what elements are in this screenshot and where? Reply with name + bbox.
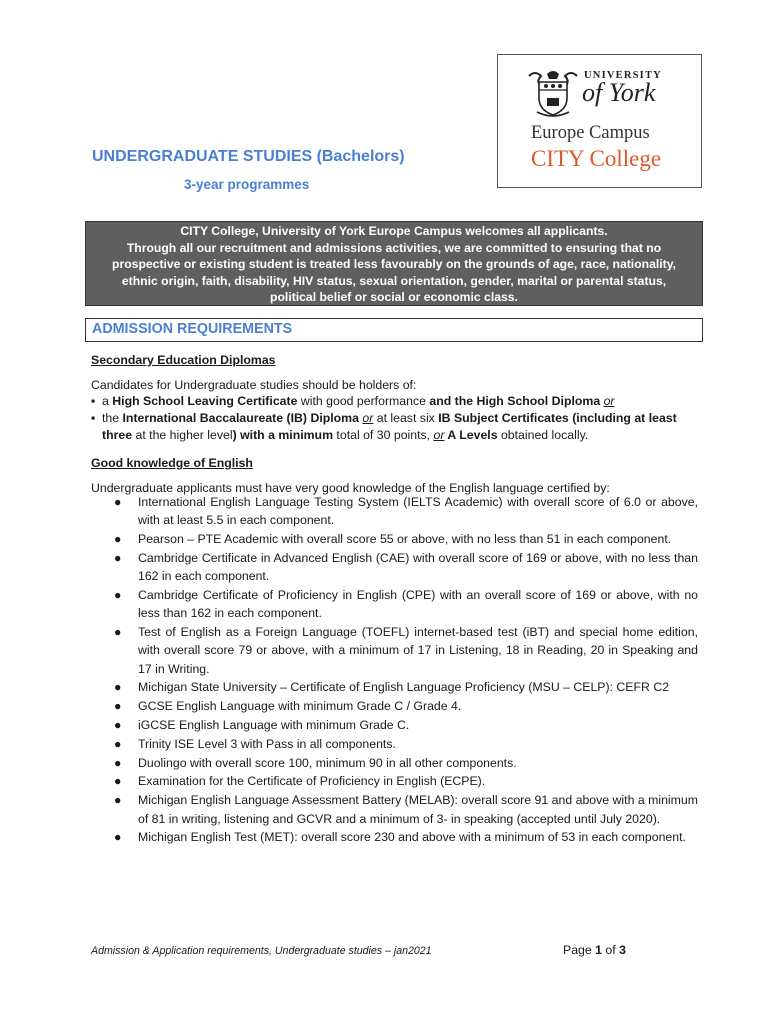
- bullet-icon: ●: [114, 699, 122, 714]
- bullet-icon: ●: [114, 793, 122, 808]
- bullet-icon: ●: [114, 718, 122, 733]
- bullet-icon: ●: [114, 495, 122, 509]
- admission-requirements-header: [85, 318, 703, 342]
- notice-line: prospective or existing student is treated less favourably on the grounds of age, race, nationality,: [112, 257, 676, 272]
- bullet-icon: ●: [114, 587, 122, 602]
- list-item: ● Cambridge Certificate in Advanced English (CAE) with overall score of 169 or above, with no less than 162 in each component.: [114, 550, 698, 584]
- list-item: ● Pearson – PTE Academic with overall score 55 or above, with no less than 51 in each component.: [91, 530, 698, 548]
- logo-europe-campus-text: Europe Campus: [531, 123, 650, 143]
- bullet-icon: ●: [114, 532, 122, 547]
- logo-box: [497, 54, 702, 188]
- english-certificates-list: [91, 493, 698, 847]
- section-heading: ADMISSION REQUIREMENTS: [92, 321, 293, 337]
- english-heading: Good knowledge of English: [91, 456, 253, 470]
- logo-city-college-text: CITY College: [531, 146, 662, 171]
- notice-line: political belief or social or economic class.: [270, 290, 518, 305]
- bullet-icon: ●: [114, 736, 122, 751]
- list-item: ● Duolingo with overall score 100, minimum 90 in all other components.: [91, 754, 698, 772]
- bullet-icon: ●: [114, 680, 122, 695]
- notice-line: Through all our recruitment and admissions activities, we are committed to ensuring that no: [126, 240, 662, 255]
- list-item: ▪ a High School Leaving Certificate with good performance and the High School Diploma or: [91, 394, 615, 408]
- bullet-icon: ●: [114, 550, 122, 565]
- list-item: ● Examination for the Certificate of Proficiency in English (ECPE).: [91, 772, 698, 790]
- page-subtitle: 3-year programmes: [184, 177, 310, 192]
- secondary-intro: Candidates for Undergraduate studies should be holders of:: [91, 378, 417, 392]
- university-crest-icon: [527, 68, 579, 118]
- bullet-icon: ●: [114, 755, 122, 770]
- list-item: ● iGCSE English Language with minimum Grade C.: [91, 716, 698, 734]
- logo-of-york-text: of York: [582, 78, 656, 107]
- list-item: ● Michigan English Test (MET): overall score 230 and above with a minimum of 53 in each component.: [91, 828, 698, 846]
- list-item: ● Michigan English Language Assessment Battery (MELAB): overall score 91 and above with a minimum of 81 in writing, listening and GCVR and a minimum of 3- in speaking (accepted until July 2020).: [114, 793, 698, 826]
- square-bullet-icon: ▪: [91, 411, 96, 425]
- list-item: ● International English Language Testing System (IELTS Academic) with overall score of 6.0 or above, with at least 5.5 in each component.: [114, 495, 698, 528]
- list-item: ● Michigan State University – Certificate of English Language Proficiency (MSU – CELP): CEFR C2: [91, 678, 698, 696]
- page-title: UNDERGRADUATE STUDIES (Bachelors): [92, 148, 405, 165]
- list-item: ● GCSE English Language with minimum Grade C / Grade 4.: [91, 697, 698, 715]
- list-item: ▪ the International Baccalaureate (IB) Diploma or at least six IB Subject Certificates (including at least three at the higher level) with a minimum total of 30 points, or A Levels obtained locally.: [91, 411, 677, 442]
- list-item: ● Test of English as a Foreign Language (TOEFL) internet-based test (iBT) and special home edition, with overall score 79 or above, with a minimum of 17 in Listening, 18 in Reading, 20 in Speaking and 17 in Writing.: [114, 625, 698, 676]
- bullet-icon: ●: [114, 830, 122, 845]
- list-item: ● Cambridge Certificate of Proficiency in English (CPE) with an overall score of 169 or above, with no less than 162 in each component.: [114, 587, 698, 621]
- bullet-icon: ●: [114, 625, 122, 640]
- footer-page-number: Page 1 of 3: [563, 943, 626, 957]
- logo-university-text: UNIVERSITY: [584, 70, 662, 81]
- english-intro: Undergraduate applicants must have very good knowledge of the English language certified by:: [91, 481, 610, 495]
- list-item: ● Trinity ISE Level 3 with Pass in all components.: [91, 735, 698, 753]
- notice-line: ethnic origin, faith, disability, HIV status, sexual orientation, gender, marital or parental status,: [121, 273, 667, 288]
- square-bullet-icon: ▪: [91, 394, 96, 408]
- equal-opportunity-notice: [85, 221, 703, 306]
- secondary-education-heading: Secondary Education Diplomas: [91, 353, 276, 367]
- notice-line: CITY College, University of York Europe Campus welcomes all applicants.: [180, 224, 608, 238]
- footer-document-title: Admission & Application requirements, Undergraduate studies – jan2021: [91, 945, 432, 957]
- bullet-icon: ●: [114, 774, 122, 789]
